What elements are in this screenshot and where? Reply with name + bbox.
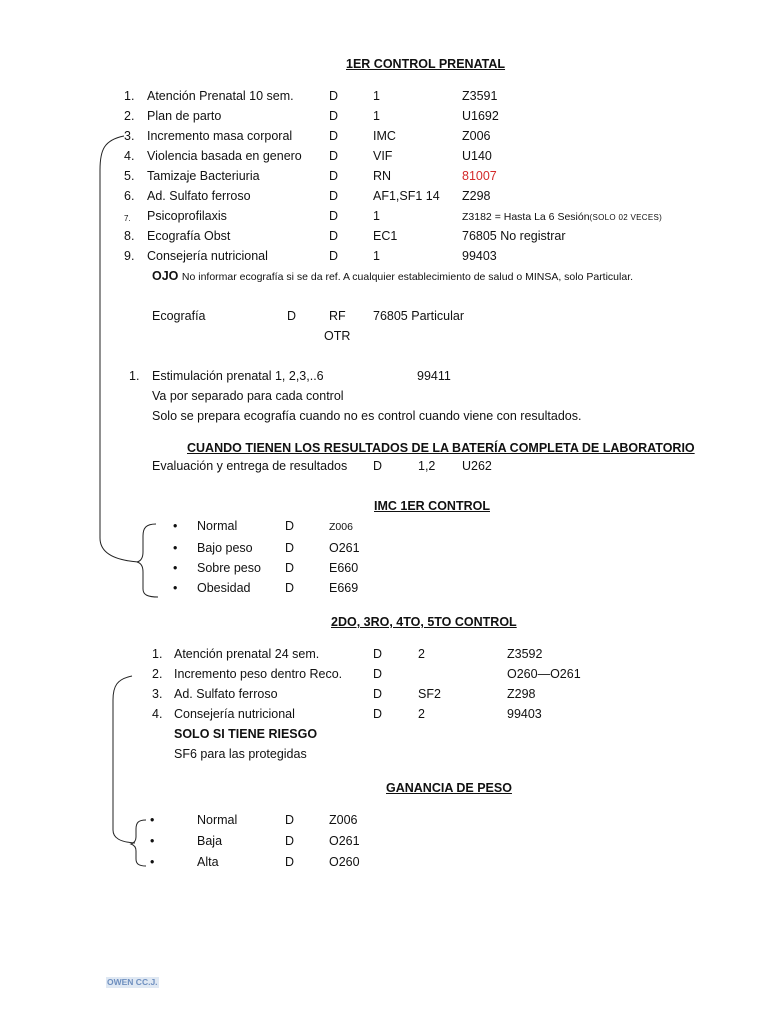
list-item-d: D [373,707,383,721]
list-item-lab: VIF [373,149,393,163]
list-item-number: 4. [152,707,163,721]
section-heading-ganancia: GANANCIA DE PESO [386,781,512,795]
list-item-d: D [329,89,339,103]
eco-lab: RF [329,309,346,323]
imc-item-d: D [285,541,295,555]
section-heading-imc: IMC 1ER CONTROL [374,499,490,513]
list-item-description: Tamizaje Bacteriuria [147,169,260,183]
list-item-description: Ad. Sulfato ferroso [147,189,251,203]
eco-code: 76805 Particular [373,309,465,323]
bateria-d: D [373,459,383,473]
bullet-icon: • [173,581,178,595]
list-item-description: Ecografía Obst [147,229,231,243]
list-item-d: D [329,149,339,163]
list-item-d: D [329,229,339,243]
list-item-code-highlight: 81007 [462,169,497,183]
ojo-label: OJO [152,269,179,283]
list-item-lab: 1 [373,89,380,103]
list-item-number: 9. [124,249,135,263]
list-item-code: U140 [462,149,492,163]
page-title: 1ER CONTROL PRENATAL [346,57,506,71]
large-bracket [100,136,138,562]
list-item-d: D [329,169,339,183]
imc-item-label: Sobre peso [197,561,261,575]
estim-note-1: Va por separado para cada control [152,389,344,403]
list-item-d: D [329,249,339,263]
section-heading-bateria: CUANDO TIENEN LOS RESULTADOS DE LA BATERÍA COMPLETA DE LABORATORIO [187,441,695,455]
ganancia-item-code: O260 [329,855,360,869]
list-item-code: Z298 [507,687,536,701]
list-item-code: 76805 No registrar [462,229,566,243]
section-heading-second-control: 2DO, 3RO, 4TO, 5TO CONTROL [331,615,517,629]
list-item-number: 3. [124,129,135,143]
list-item-code: 99403 [507,707,542,721]
list-item-lab: 1 [373,109,380,123]
imc-brace [137,524,158,597]
list-item-lab: IMC [373,129,396,143]
list-item-d: D [329,189,339,203]
list-item-number: 1. [124,89,135,103]
imc-item-code: E660 [329,561,359,575]
list-item-code: O260—O261 [507,667,581,681]
ganancia-item-code: O261 [329,834,360,848]
list-item-code: U1692 [462,109,499,123]
ojo-text: No informar ecografía si se da ref. A cualquier establecimiento de salud o MINSA, solo Particular. [181,271,634,283]
list-item-description: Consejería nutricional [147,249,268,263]
imc-item-label: Bajo peso [197,541,253,555]
list-item-description: Ad. Sulfato ferroso [174,687,278,701]
ganancia-brace [131,820,146,866]
estim-number: 1. [129,369,140,383]
list-item-d: D [373,647,383,661]
bateria-code: U262 [462,459,492,473]
list-item-number: 5. [124,169,135,183]
bullet-icon: • [173,519,178,533]
eco-description: Ecografía [152,309,206,323]
list-item-d: D [329,109,339,123]
estim-code: 99411 [417,369,451,383]
bullet-icon: • [150,813,155,827]
list-item-d: D [373,687,383,701]
list-item-description: Incremento peso dentro Reco. [174,667,343,681]
list-item-code: Z3592 [507,647,543,661]
ganancia-item-label: Normal [197,813,238,827]
list-item-description: Plan de parto [147,109,222,123]
list-item-description: Atención prenatal 24 sem. [174,647,320,661]
imc-item-d: D [285,581,295,595]
ganancia-item-label: Baja [197,834,223,848]
list-item-d: D [373,667,383,681]
ganancia-item-label: Alta [197,855,219,869]
list-item-lab: AF1,SF1 14 [373,189,440,203]
list-item-number: 7. [124,214,131,223]
list-item-lab: 1 [373,209,380,223]
list-item-description: Consejería nutricional [174,707,295,721]
list-item-lab: 2 [418,647,425,661]
list-item-code: Z3182 = Hasta La 6 Sesión [462,211,590,223]
list-item-description: Incremento masa corporal [147,129,293,143]
list-item-description: Psicoprofilaxis [147,209,227,223]
list-item-lab: EC1 [373,229,398,243]
imc-item-code-text: Z006 [329,521,353,533]
bateria-lab: 1,2 [418,459,436,473]
list-item-code: Z006 [462,129,491,143]
list-item-d: D [329,209,339,223]
sf6-note: SF6 para las protegidas [174,747,307,761]
bateria-description: Evaluación y entrega de resultados [152,459,348,473]
list-item-lab: SF2 [418,687,441,701]
bullet-icon: • [173,561,178,575]
imc-item-d: D [285,519,295,533]
bullet-icon: • [150,834,155,848]
list-item-description: Atención Prenatal 10 sem. [147,89,294,103]
list-item-lab: 1 [373,249,380,263]
list-item-number: 6. [124,189,135,203]
ganancia-item-d: D [285,834,295,848]
imc-item-label: Obesidad [197,581,251,595]
imc-item-code: E669 [329,581,359,595]
list-item-number: 1. [152,647,163,661]
list-item-lab: RN [373,169,392,183]
ganancia-item-d: D [285,855,295,869]
list-item-description: Violencia basada en genero [147,149,302,163]
imc-item-code: O261 [329,541,360,555]
imc-item-label: Normal [197,519,238,533]
riesgo-note: SOLO SI TIENE RIESGO [174,727,318,741]
list-item-number: 2. [124,109,135,123]
list-item-code: Z3591 [462,89,498,103]
list-item-number: 3. [152,687,163,701]
list-item-code: Z298 [462,189,491,203]
list-item-lab: 2 [418,707,425,721]
ganancia-item-code: Z006 [329,813,358,827]
second-bracket [113,676,135,843]
eco-lab-2: OTR [324,329,351,343]
list-item-d: D [329,129,339,143]
bullet-icon: • [173,541,178,555]
footer-author: OWEN CC.J. [107,977,158,987]
estim-description: Estimulación prenatal 1, 2,3,..6 [152,369,324,383]
list-item-code-note: (SOLO 02 VECES) [589,213,663,222]
estim-note-2: Solo se prepara ecografía cuando no es control cuando viene con resultados. [152,409,582,423]
imc-item-d: D [285,561,295,575]
list-item-number: 2. [152,667,163,681]
eco-d: D [287,309,297,323]
list-item-number: 8. [124,229,135,243]
list-item-code: 99403 [462,249,497,263]
ganancia-item-d: D [285,813,295,827]
bullet-icon: • [150,855,155,869]
list-item-number: 4. [124,149,135,163]
